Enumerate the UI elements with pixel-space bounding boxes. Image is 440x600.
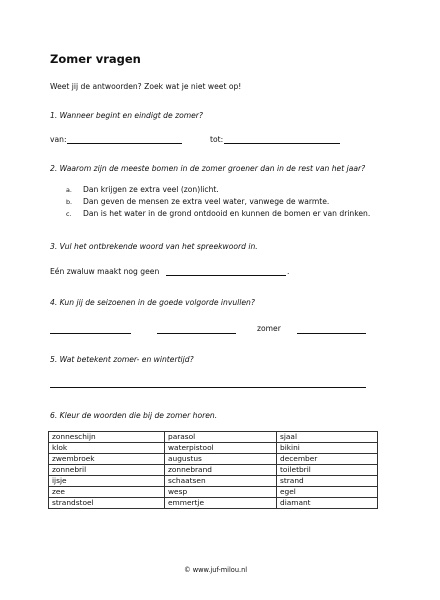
word-cell[interactable]: wesp bbox=[165, 487, 277, 498]
word-cell[interactable]: bikini bbox=[277, 443, 378, 454]
q5-answer-line[interactable] bbox=[50, 387, 366, 388]
q4-season-line-2[interactable] bbox=[157, 333, 236, 334]
question-6: 6. Kleur de woorden die bij de zomer horen. bbox=[50, 411, 218, 420]
q2-option-b-letter: b. bbox=[66, 198, 73, 206]
word-cell[interactable]: egel bbox=[277, 487, 378, 498]
word-cell[interactable]: parasol bbox=[165, 432, 277, 443]
q1-to-answer-line[interactable] bbox=[224, 143, 340, 144]
word-cell[interactable]: zonneschijn bbox=[49, 432, 165, 443]
word-cell[interactable]: toiletbril bbox=[277, 465, 378, 476]
table-row bbox=[49, 476, 378, 487]
word-cell[interactable]: waterpistool bbox=[165, 443, 277, 454]
q3-sentence-end: . bbox=[287, 267, 290, 276]
q1-from-label: van: bbox=[50, 135, 67, 144]
summer-words-table bbox=[48, 431, 378, 509]
footer-copyright: © www.juf-milou.nl bbox=[184, 566, 248, 574]
table-row bbox=[49, 443, 378, 454]
word-cell[interactable]: december bbox=[277, 454, 378, 465]
word-cell[interactable]: zee bbox=[49, 487, 165, 498]
q2-option-c-text: Dan is het water in de grond ontdooid en kunnen de bomen er van drinken. bbox=[83, 209, 371, 218]
q2-option-c-letter: c. bbox=[66, 210, 72, 218]
q1-to-label: tot: bbox=[210, 135, 224, 144]
table-row bbox=[49, 465, 378, 476]
q1-from-answer-line[interactable] bbox=[67, 143, 182, 144]
word-cell[interactable]: zonnebril bbox=[49, 465, 165, 476]
word-cell[interactable]: augustus bbox=[165, 454, 277, 465]
word-cell[interactable]: ijsje bbox=[49, 476, 165, 487]
table-row bbox=[49, 487, 378, 498]
q2-option-b[interactable] bbox=[66, 197, 329, 207]
q4-season-line-4[interactable] bbox=[297, 333, 366, 334]
q2-option-a-text: Dan krijgen ze extra veel (zon)licht. bbox=[83, 185, 219, 194]
intro-text: Weet jij de antwoorden? Zoek wat je niet weet op! bbox=[50, 82, 242, 91]
table-row bbox=[49, 498, 378, 509]
q2-option-c[interactable] bbox=[66, 209, 370, 219]
word-cell[interactable]: diamant bbox=[277, 498, 378, 509]
q2-option-b-text: Dan geven de mensen ze extra veel water, vanwege de warmte. bbox=[83, 197, 330, 206]
table-row bbox=[49, 454, 378, 465]
q3-sentence-start: Eén zwaluw maakt nog geen bbox=[50, 267, 160, 276]
table-row bbox=[49, 432, 378, 443]
q2-option-a[interactable] bbox=[66, 185, 219, 195]
question-3: 3. Vul het ontbrekende woord van het spreekwoord in. bbox=[50, 242, 258, 251]
word-cell[interactable]: zonnebrand bbox=[165, 465, 277, 476]
q2-option-a-letter: a. bbox=[66, 186, 72, 194]
word-cell[interactable]: strandstoel bbox=[49, 498, 165, 509]
q4-season-line-1[interactable] bbox=[50, 333, 131, 334]
word-cell[interactable]: schaatsen bbox=[165, 476, 277, 487]
question-1: 1. Wanneer begint en eindigt de zomer? bbox=[50, 111, 203, 120]
page-title: Zomer vragen bbox=[50, 52, 141, 66]
word-cell[interactable]: klok bbox=[49, 443, 165, 454]
word-cell[interactable]: zwembroek bbox=[49, 454, 165, 465]
q4-given-season: zomer bbox=[257, 324, 281, 333]
q3-answer-line[interactable] bbox=[166, 275, 286, 276]
word-cell[interactable]: emmertje bbox=[165, 498, 277, 509]
question-5: 5. Wat betekent zomer- en wintertijd? bbox=[50, 355, 194, 364]
word-cell[interactable]: strand bbox=[277, 476, 378, 487]
question-2: 2. Waarom zijn de meeste bomen in de zomer groener dan in de rest van het jaar? bbox=[50, 164, 366, 173]
question-4: 4. Kun jij de seizoenen in de goede volgorde invullen? bbox=[50, 298, 255, 307]
word-cell[interactable]: sjaal bbox=[277, 432, 378, 443]
